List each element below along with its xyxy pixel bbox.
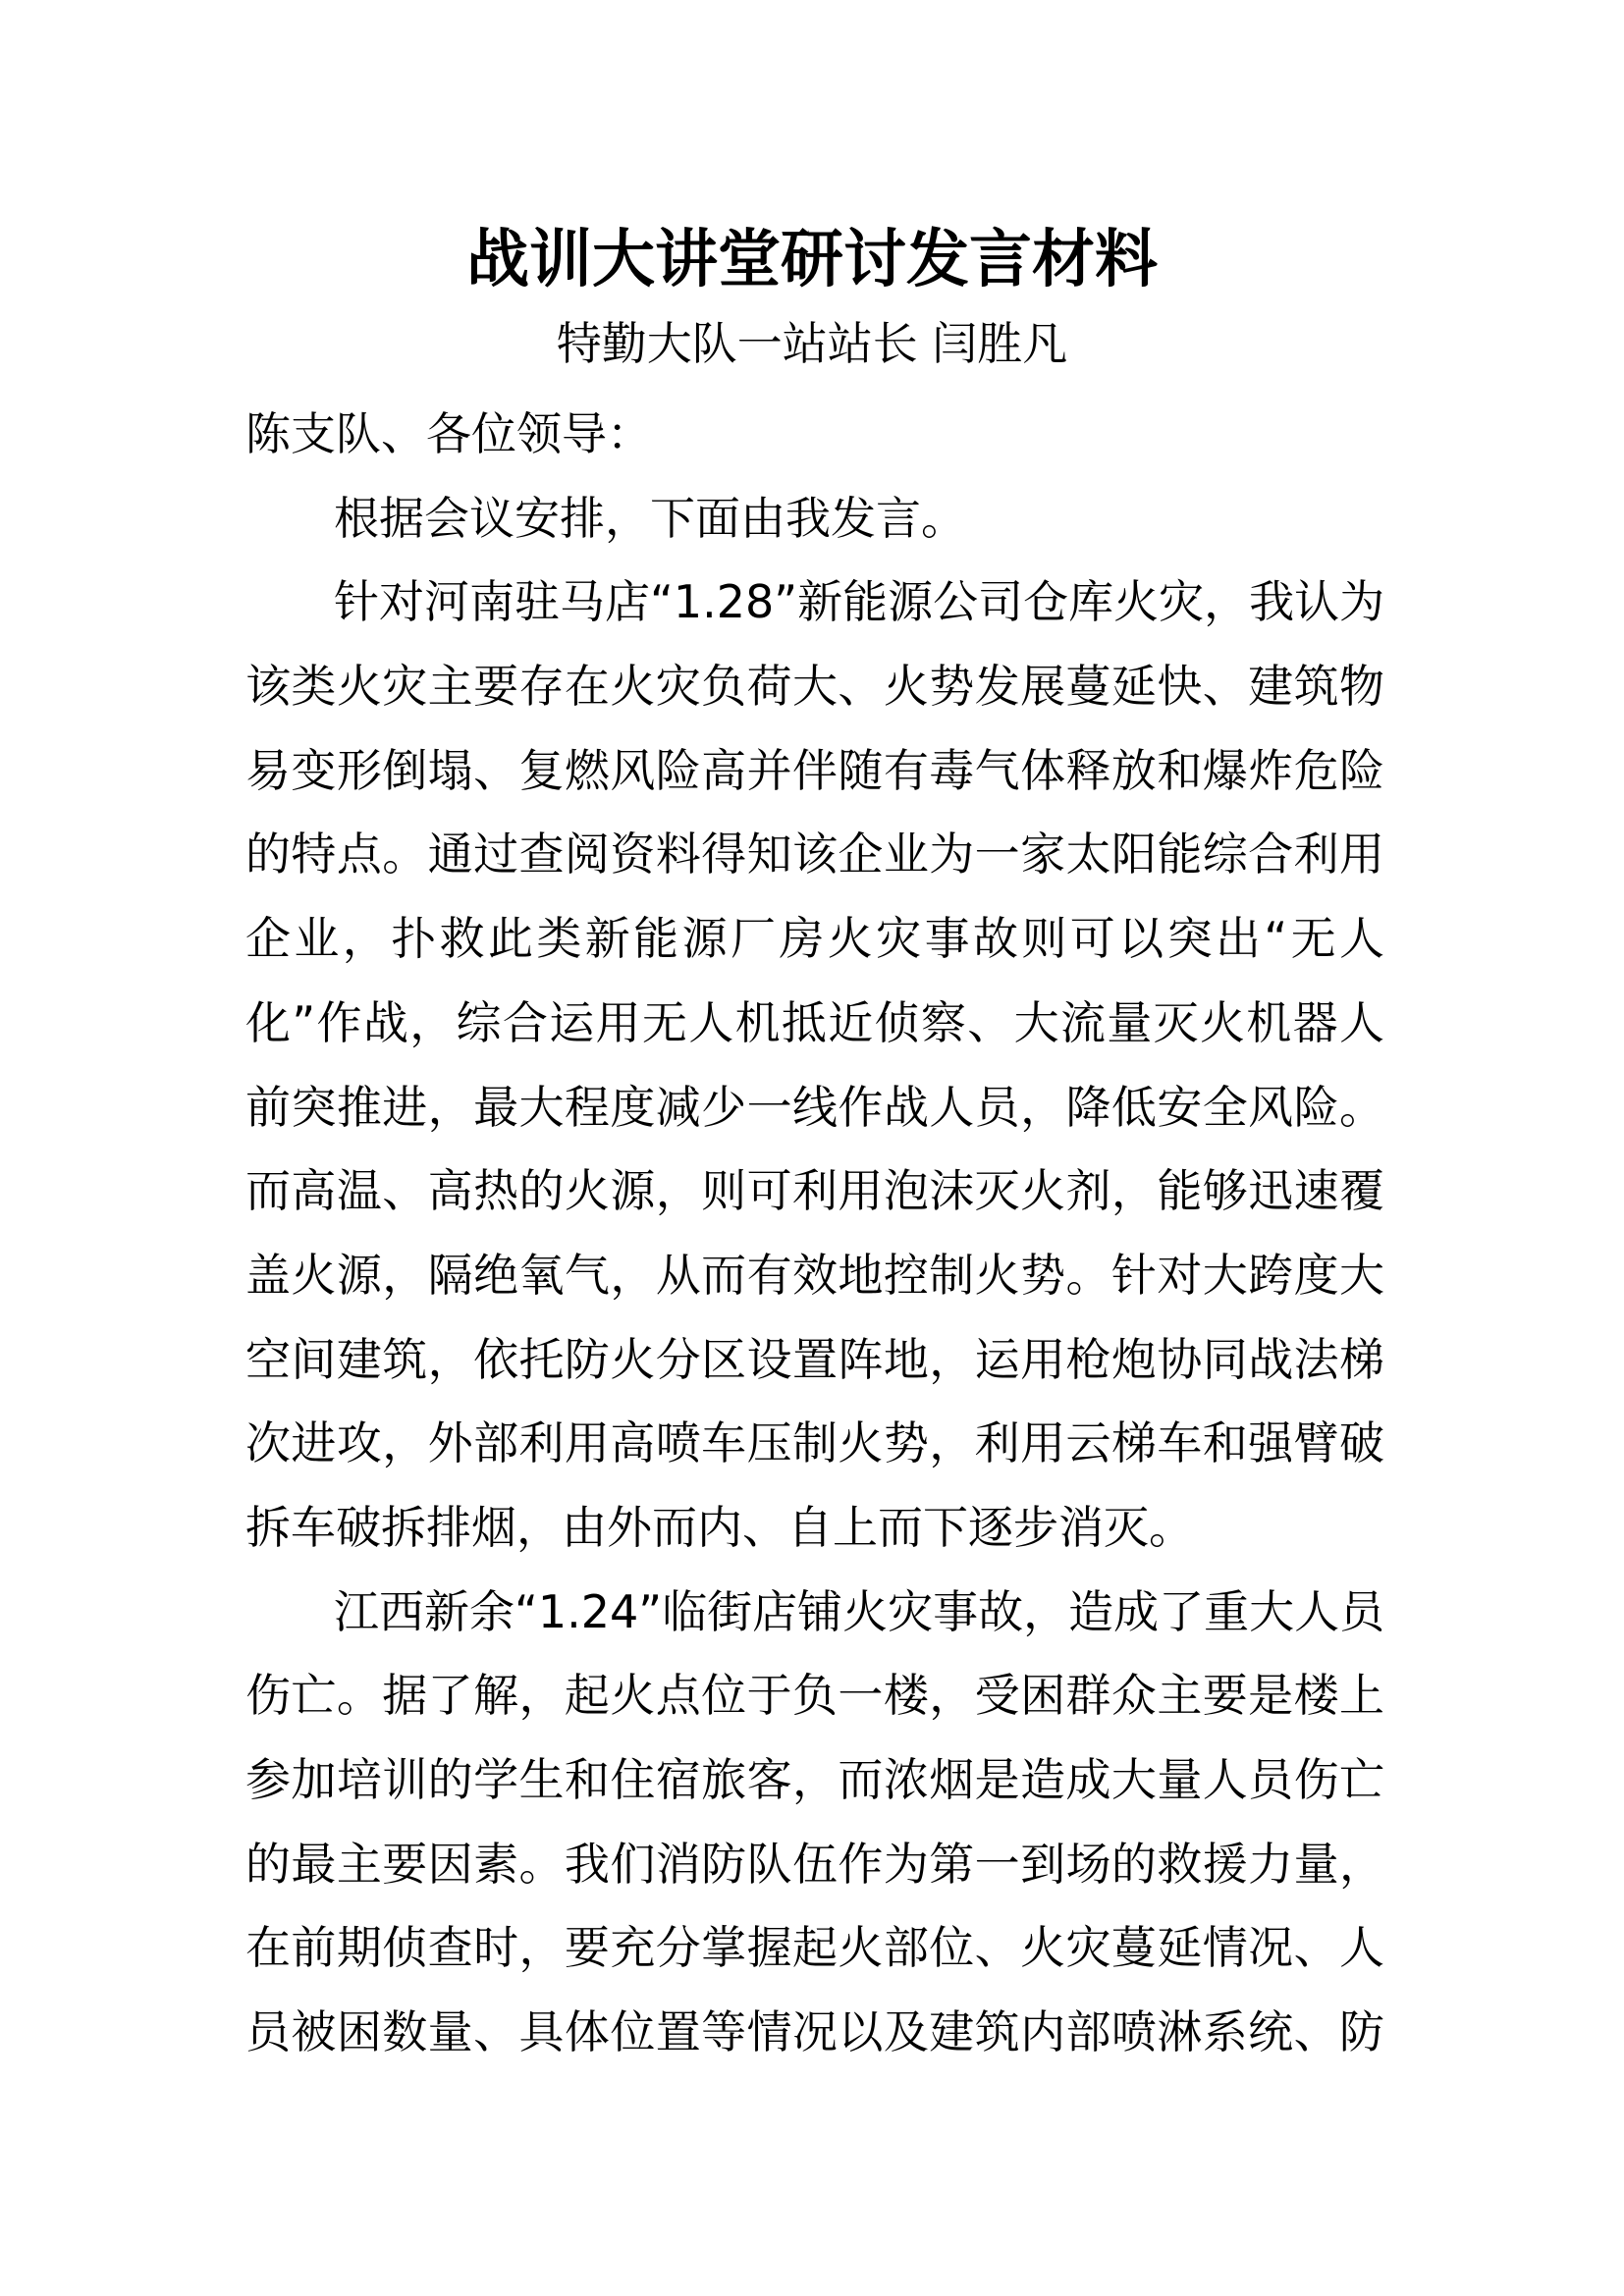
greeting: 陈支队、各位领导： — [245, 407, 652, 460]
author-line: 特勤大队一站站长 闫胜凡 — [556, 317, 1068, 370]
paragraph-line: 根据会议安排，下面由我发言。 — [334, 491, 966, 545]
paragraph-line: 在前期侦查时，要充分掌握起火部位、火灾蔓延情况、人 — [245, 1921, 1384, 1975]
paragraph-line: 次进攻，外部利用高喷车压制火势，利用云梯车和强臂破 — [245, 1416, 1384, 1470]
paragraph-line: 的特点。通过查阅资料得知该企业为一家太阳能综合利用 — [245, 828, 1384, 881]
paragraph-line: 针对河南驻马店“1.28”新能源公司仓库火灾，我认为 — [334, 575, 1385, 629]
paragraph-line: 易变形倒塌、复燃风险高并伴随有毒气体释放和爆炸危险 — [245, 743, 1384, 797]
paragraph-line: 化”作战，综合运用无人机抵近侦察、大流量灭火机器人 — [245, 995, 1384, 1049]
paragraph-line: 企业，扑救此类新能源厂房火灾事故则可以突出“无人 — [245, 912, 1384, 966]
paragraph-line: 该类火灾主要存在火灾负荷大、火势发展蔓延快、建筑物 — [245, 660, 1384, 714]
paragraph-line: 拆车破拆排烟，由外而内、自上而下逐步消灭。 — [245, 1500, 1194, 1554]
paragraph-line: 江西新余“1.24”临街店铺火灾事故，造成了重大人员 — [334, 1584, 1385, 1638]
paragraph-line: 盖火源，隔绝氧气，从而有效地控制火势。针对大跨度大 — [245, 1248, 1384, 1302]
paragraph-line: 的最主要因素。我们消防队伍作为第一到场的救援力量， — [245, 1837, 1384, 1891]
paragraph-line: 空间建筑，依托防火分区设置阵地，运用枪炮协同战法梯 — [245, 1332, 1384, 1386]
paragraph-line: 前突推进，最大程度减少一线作战人员，降低安全风险。 — [245, 1080, 1384, 1134]
document-title: 战训大讲堂研讨发言材料 — [466, 224, 1158, 296]
paragraph-line: 参加培训的学生和住宿旅客，而浓烟是造成大量人员伤亡 — [245, 1753, 1384, 1806]
paragraph-line: 伤亡。据了解，起火点位于负一楼，受困群众主要是楼上 — [245, 1669, 1384, 1723]
paragraph-line: 员被困数量、具体位置等情况以及建筑内部喷淋系统、防 — [245, 2005, 1384, 2059]
paragraph-line: 而高温、高热的火源，则可利用泡沫灭火剂，能够迅速覆 — [245, 1164, 1384, 1218]
document-body — [245, 393, 1384, 2075]
